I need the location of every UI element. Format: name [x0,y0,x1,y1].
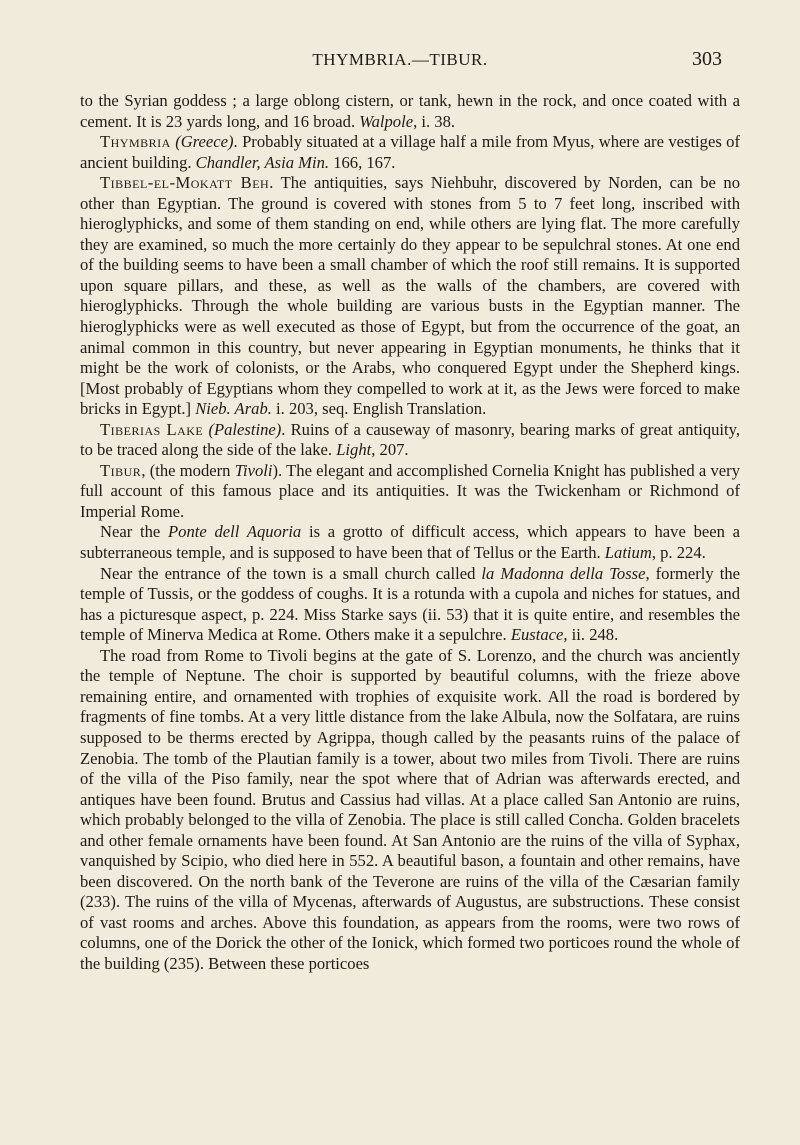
text-run: i. 203, seq. English Translation. [271,399,487,419]
entry-headword: Thymbria [100,132,171,152]
italic-text: Light [336,440,372,460]
text-run: is a grotto of difficult access, which appears to have been a subterraneous temple, and is supposed to have been that of Tellus or the Earth. [80,522,741,563]
text-run: . Ruins of a causeway of masonry, bearing marks of great antiquity, to be traced along the side of the lake. [80,419,741,460]
paragraph [80,91,740,132]
entry-headword: Tibbel-el-Mokatt Beh [100,173,270,193]
paragraph [80,522,740,563]
text-run: ). The elegant and accomplished Cornelia Knight has published a very full account of this famous place and its antiquities. It was the Twickenham or Richmond of Imperial Rome. [80,460,740,521]
paragraph [80,173,740,420]
entry-headword: Tiberias Lake [100,419,204,439]
italic-text: Tivoli [234,460,273,480]
text-run: , i. 38. [413,111,456,131]
text-run: . Probably situated at a village half a mile from Myus, where are vestiges of ancient building. [80,132,740,172]
entry-headword: Tibur [100,460,142,480]
italic-text: Ponte dell Aquoria [168,522,302,542]
text-run: 166, 167. [329,152,396,172]
italic-text: (Palestine) [208,419,282,439]
paragraph [80,461,740,523]
page-number: 303 [692,48,722,70]
paragraph [80,132,740,173]
text-run: , 207. [371,440,409,460]
italic-text: (Greece) [175,132,234,152]
text-run: to the Syrian goddess ; a large oblong cistern, or tank, hewn in the rock, and once coated with a cement. It is 23 yards long, and 16 broad. [80,91,740,131]
text-run: , (the modern [141,460,235,480]
italic-text: Eustace [510,625,564,645]
running-head [0,46,800,76]
italic-text: Latium [604,543,652,563]
italic-text: Chandler, Asia Min. [195,152,330,172]
italic-text: la Madonna della Tosse [481,563,646,583]
paragraph [80,646,740,975]
italic-text: Nieb. Arab. [195,399,272,419]
paragraph [80,420,740,461]
paragraph [80,564,740,646]
text-run: , formerly the temple of Tussis, or the goddess of coughs. It is a rotunda with a cupola and niches for statues, and has a picturesque aspect, p. 224. Miss Starke says (ii. 53) that it is quite entire, and resembles the temple of Minerva Medica at Rome. Others make it a sepulchre. [80,563,741,645]
text-run: Near the entrance of the town is a small church called [100,563,482,583]
text-run: . The antiquities, says Niehbuhr, discovered by Norden, can be no other than Egyptian. The ground is covered with stones from 5 to 7 feet long, inscribed with hieroglyphicks, and some of them standing on end, while others are lying flat. The more carefully they are examined, so much the more certainly do they appear to be sepulchral stones. At one end of the building seems to have been a small chamber of which the roof still remains. It is supported upon square pillars, and these, as well as the walls of the chambers, are covered with hieroglyphicks. Through the whole building are various busts in the Egyptian manner. The hieroglyphicks were as well executed as those of Egypt, but from the occurrence of the goat, an animal common in this country, but never appearing in Egyptian monuments, he thinks that it might be the work of colonists, or the Arabs, who conquered Egypt under the Shepherd kings. [Most probably of Egyptians whom they compelled to work at it, as the Jews were forced to make bricks in Egypt.] [80,173,741,419]
text-run: Near the [100,522,169,542]
text-run: , ii. 248. [563,625,619,645]
italic-text: Walpole [359,111,414,131]
running-title: THYMBRIA.—TIBUR. [312,50,488,69]
text-run: The road from Rome to Tivoli begins at the gate of S. Lorenzo, and the church was anciently the temple of Neptune. The choir is supported by beautiful columns, with the frieze above remaining entire, and ornamented with trophies of exquisite work. All the road is bordered by fragments of fine tombs. At a very little distance from the lake Albula, now the Solfatara, are ruins supposed to be therms erected by Agrippa, though called by the peasants ruins of the palace of Zenobia. The tomb of the Plautian family is a tower, about two miles from Tivoli. There are ruins of the villa of the Piso family, near the spot where that of Adrian was afterwards erected, and antiques have been found. Brutus and Cassius had villas. At a place called San Antonio are ruins, which probably belonged to the villa of Zenobia. The place is still called Concha. Golden bracelets and other female ornaments have been found. At San Antonio are the ruins of the villa of Syphax, vanquished by Scipio, who died here in 552. A beautiful bason, a fountain and other remains, have been discovered. On the north bank of the Teverone are ruins of the villa of the Cæsarian family (233). The ruins of the villa of Mycenas, afterwards of Augustus, are substructions. These consist of vast rooms and arches. Above this foundation, as appears from the rooms, were two rows of columns, one of the Dorick the other of the Ionick, which formed two porticoes round the whole of the building (235). Between these porticoes [80,645,740,973]
body-text [80,91,740,975]
text-run: , p. 224. [651,543,706,563]
